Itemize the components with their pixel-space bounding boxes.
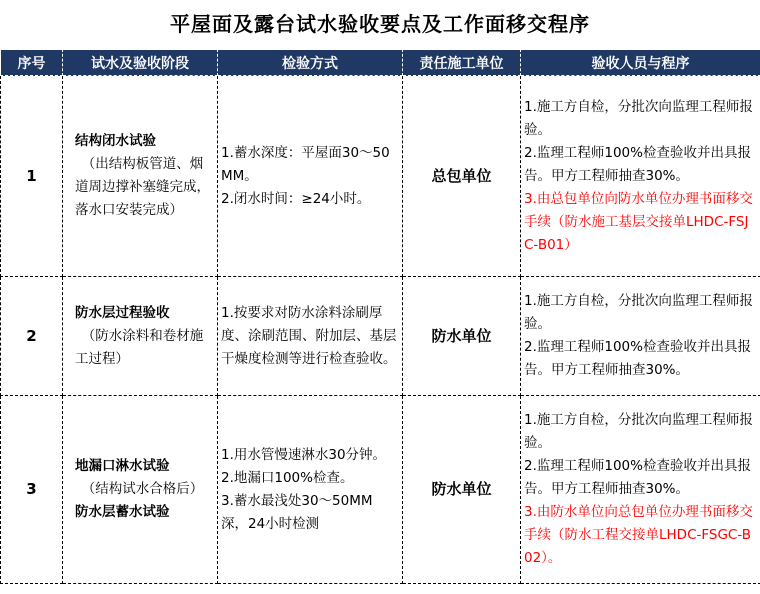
stage-cell <box>63 76 218 277</box>
method-cell <box>218 76 403 277</box>
procedure-line: 1.施工方自检，分批次向监理工程师报验。 <box>524 412 753 451</box>
procedure-handover-note: 3.由总包单位向防水单位办理书面移交手续（防水施工基层交接单LHDC-FSJC-B01） <box>524 190 753 253</box>
acceptance-table <box>0 49 760 584</box>
responsible-unit: 总包单位 <box>403 76 521 277</box>
table-row <box>1 76 760 277</box>
row-number: 2 <box>1 277 63 396</box>
row-number: 3 <box>1 396 63 584</box>
stage-title-secondary: 防水层蓄水试验 <box>75 504 170 520</box>
stage-note: （防水涂料和卷材施工过程） <box>75 327 204 367</box>
procedure-handover-note: 3.由防水单位向总包单位办理书面移交手续（防水工程交接单LHDC-FSGC-B02）。 <box>524 504 753 566</box>
stage-title: 结构闭水试验 <box>75 133 156 149</box>
procedure-line: 1.施工方自检，分批次向监理工程师报验。 <box>524 98 753 138</box>
stage-note: （结构试水合格后） <box>81 481 204 497</box>
table-header-row <box>1 50 760 76</box>
responsible-unit: 防水单位 <box>403 396 521 584</box>
header-stage: 试水及验收阶段 <box>63 50 218 76</box>
procedure-cell <box>521 396 760 584</box>
header-procedure: 验收人员与程序 <box>521 50 760 76</box>
stage-cell <box>63 277 218 396</box>
method-cell <box>218 277 403 396</box>
stage-title: 地漏口淋水试验 <box>75 458 170 474</box>
procedure-line: 1.施工方自检，分批次向监理工程师报验。 <box>524 293 753 332</box>
stage-title: 防水层过程验收 <box>75 304 170 321</box>
stage-cell <box>63 396 218 584</box>
page-title: 平屋面及露台试水验收要点及工作面移交程序 <box>170 12 590 36</box>
method-cell <box>218 396 403 584</box>
stage-note: （出结构板管道、烟道周边撑补塞缝完成，落水口安装完成） <box>75 156 210 218</box>
procedure-cell <box>521 76 760 277</box>
procedure-line: 2.监理工程师100%检查验收并出具报告。甲方工程师抽查30%。 <box>524 144 751 184</box>
method-line: 1.按要求对防水涂料涂刷厚度、涂刷范围、附加层、基层干燥度检测等进行检查验收。 <box>221 304 397 367</box>
row-number: 1 <box>1 76 63 277</box>
header-unit: 责任施工单位 <box>403 50 521 76</box>
method-line: 1.用水管慢速淋水30分钟。 <box>221 446 387 463</box>
header-method: 检验方式 <box>218 50 403 76</box>
table-row <box>1 396 760 584</box>
procedure-line: 2.监理工程师100%检查验收并出具报告。甲方工程师抽查30%。 <box>524 458 751 497</box>
method-line: 1.蓄水深度：平屋面30～50MM。 <box>221 144 390 184</box>
header-number: 序号 <box>1 50 63 76</box>
table-row <box>1 277 760 396</box>
method-line: 2.地漏口100%检查。 <box>221 469 354 486</box>
procedure-line: 2.监理工程师100%检查验收并出具报告。甲方工程师抽查30%。 <box>524 339 751 378</box>
method-line: 3.蓄水最浅处30～50MM深，24小时检测 <box>221 492 373 532</box>
method-line: 2.闭水时间：≥24小时。 <box>221 190 371 207</box>
procedure-cell <box>521 277 760 396</box>
responsible-unit: 防水单位 <box>403 277 521 396</box>
